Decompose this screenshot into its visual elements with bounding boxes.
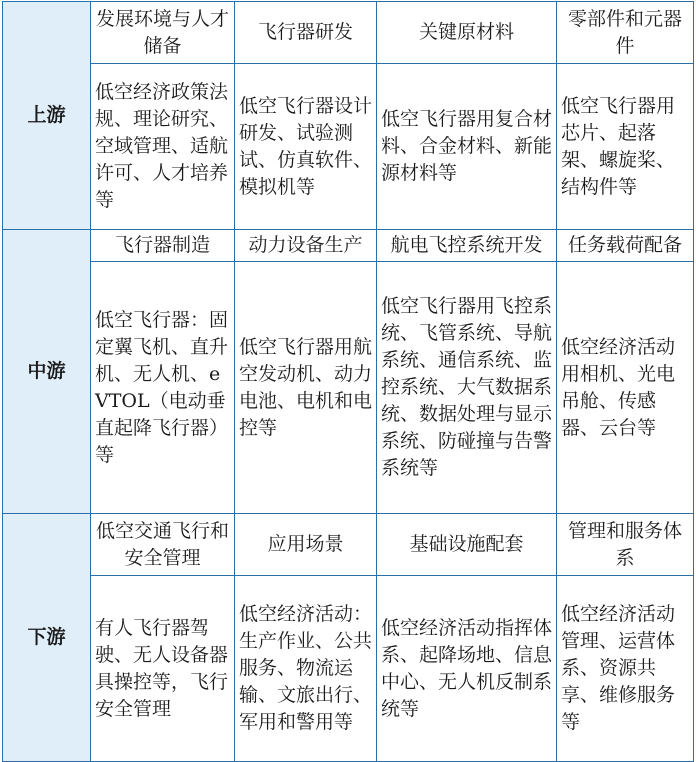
content-cell: 低空飞行器设计研发、试验测试、仿真软件、模拟机等 — [235, 64, 377, 230]
content-cell: 低空飞行器用航空发动机、动力电池、电机和电控等 — [235, 262, 377, 514]
stage-label-upstream: 上游 — [3, 2, 91, 230]
content-cell: 低空经济活动用相机、光电吊舱、传感器、云台等 — [557, 262, 694, 514]
stage-label-midstream: 中游 — [3, 230, 91, 514]
upstream-header-row — [3, 2, 694, 64]
header-cell: 动力设备生产 — [235, 230, 377, 262]
content-cell: 低空经济活动指挥体系、起降场地、信息中心、无人机反制系统等 — [377, 576, 557, 762]
header-cell: 基础设施配套 — [377, 514, 557, 576]
industry-chain-table — [2, 1, 694, 762]
upstream-body-row — [3, 64, 694, 230]
content-cell: 低空经济活动管理、运营体系、资源共享、维修服务等 — [557, 576, 694, 762]
stage-label-downstream: 下游 — [3, 514, 91, 762]
header-cell: 发展环境与人才储备 — [91, 2, 235, 64]
downstream-body-row — [3, 576, 694, 762]
header-cell: 任务载荷配备 — [557, 230, 694, 262]
content-cell: 低空飞行器：固定翼飞机、直升机、无人机、eVTOL（电动垂直起降飞行器）等 — [91, 262, 235, 514]
content-cell: 低空飞行器用飞控系统、飞管系统、导航系统、通信系统、监控系统、大气数据系统、数据处理与显示系统、防碰撞与告警系统等 — [377, 262, 557, 514]
downstream-header-row — [3, 514, 694, 576]
header-cell: 管理和服务体系 — [557, 514, 694, 576]
header-cell: 关键原材料 — [377, 2, 557, 64]
header-cell: 零部件和元器件 — [557, 2, 694, 64]
content-cell: 低空经济政策法规、理论研究、空域管理、适航许可、人才培养等 — [91, 64, 235, 230]
header-cell: 应用场景 — [235, 514, 377, 576]
content-cell: 低空飞行器用芯片、起落架、螺旋桨、结构件等 — [557, 64, 694, 230]
content-cell: 低空飞行器用复合材料、合金材料、新能源材料等 — [377, 64, 557, 230]
content-cell: 低空经济活动：生产作业、公共服务、物流运输、文旅出行、军用和警用等 — [235, 576, 377, 762]
midstream-body-row — [3, 262, 694, 514]
header-cell: 航电飞控系统开发 — [377, 230, 557, 262]
midstream-header-row — [3, 230, 694, 262]
header-cell: 飞行器研发 — [235, 2, 377, 64]
header-cell: 飞行器制造 — [91, 230, 235, 262]
header-cell: 低空交通飞行和安全管理 — [91, 514, 235, 576]
content-cell: 有人飞行器驾驶、无人设备器具操控等，飞行安全管理 — [91, 576, 235, 762]
